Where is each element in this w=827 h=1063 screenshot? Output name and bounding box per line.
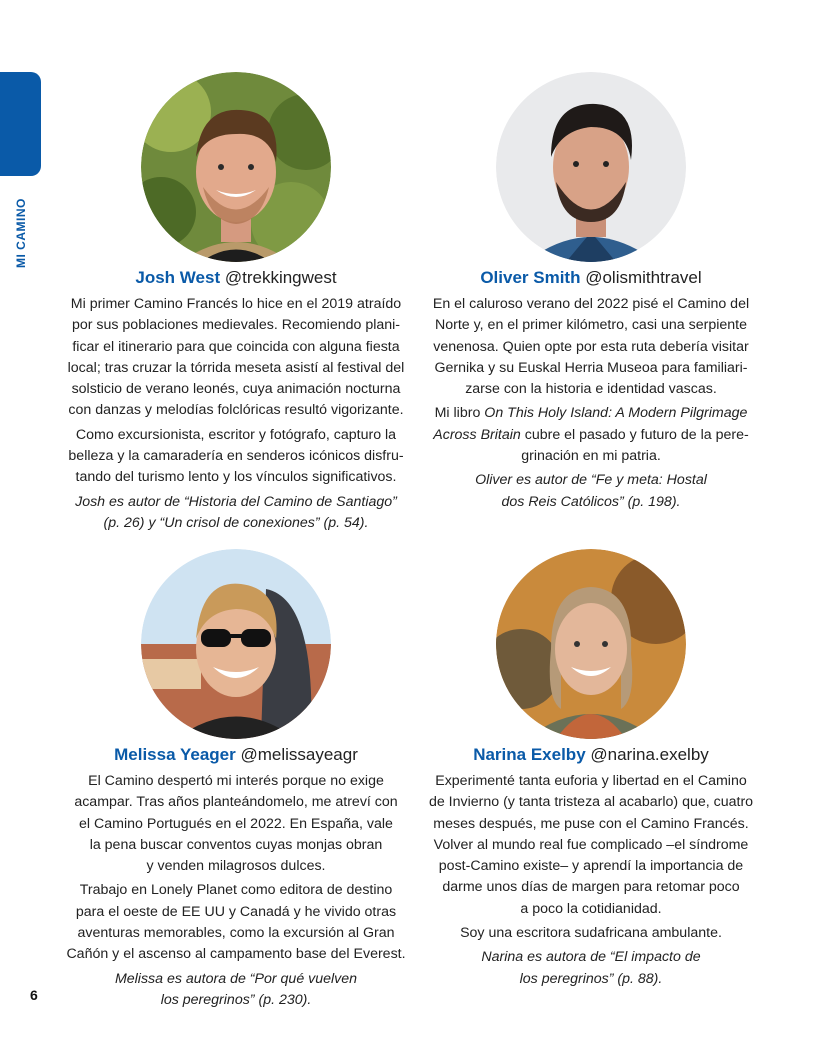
author-credit: Narina es autora de “El impacto de los peregrinos” (p. 88).: [481, 949, 701, 987]
profile-josh-west: [55, 72, 417, 534]
section-tab: [0, 72, 41, 176]
name-line: [55, 268, 417, 288]
bio-paragraph: Como excursionista, escritor y fotógrafo, capturo la belleza y la camaradería en senderos icónicos disfru- tando del turismo lento y los vínculos significativos.: [68, 426, 404, 486]
avatar-photo-narina-exelby: [496, 549, 686, 739]
author-handle: @trekkingwest: [224, 268, 337, 287]
author-name: Oliver Smith: [480, 268, 581, 287]
bio-paragraph: Trabajo en Lonely Planet como editora de destino para el oeste de EE UU y Canadá y he vivido otras aventuras memorables, como la excursión al Gran Cañón y el ascenso al campamento base del Everest.: [66, 882, 406, 963]
bio-paragraph: Experimenté tanta euforia y libertad en el Camino de Invierno (y tanta tristeza al acabarlo) que, cuatro meses después, me puse con el Camino Francés. Volver al mundo real fue complicado –el síndrome post-Camino existe– y aprendí la importancia de darme unos días de margen para retomar poco a poco la cotidianidad.: [428, 773, 754, 917]
author-handle: @melissayeagr: [240, 745, 358, 764]
name-line: [412, 745, 770, 765]
author-handle: @olismithtravel: [585, 268, 702, 287]
section-label: MI CAMINO: [14, 198, 28, 268]
avatar-photo-melissa-yeager: [141, 549, 331, 739]
bio-paragraph: Mi primer Camino Francés lo hice en el 2019 atraído por sus poblaciones medievales. Recomiendo plani- ficar el itinerario para que coincida con alguna fiesta local; tras cruzar la tórrida meseta asistí al festival del solsticio de verano leonés, cuya animación nocturna con danzas y melodías folclóricas resultó vigorizante.: [67, 296, 405, 419]
author-handle: @narina.exelby: [590, 745, 709, 764]
book-title: On This Holy Island: A Modern Pilgrimage: [484, 405, 748, 422]
avatar-photo-josh-west: [141, 72, 331, 262]
book-title: Across Britain: [433, 426, 521, 443]
profile-narina-exelby: [412, 549, 770, 990]
profile-melissa-yeager: [55, 549, 417, 1011]
name-line: [55, 745, 417, 765]
author-credit: Josh es autor de “Historia del Camino de Santiago” (p. 26) y “Un crisol de conexiones” (p. 54).: [75, 493, 397, 531]
profile-oliver-smith: [412, 72, 770, 513]
author-name: Josh West: [135, 268, 221, 287]
author-name: Narina Exelby: [473, 745, 586, 764]
avatar-photo-oliver-smith: [496, 72, 686, 262]
bio-paragraph: En el caluroso verano del 2022 pisé el Camino del Norte y, en el primer kilómetro, casi una serpiente venenosa. Quien opte por esta ruta debería visitar Gernika y su Euskal Herria Museoa para familiari- zarse con la historia e identidad vascas.: [432, 296, 750, 398]
author-credit: Melissa es autora de “Por qué vuelven los peregrinos” (p. 230).: [114, 970, 358, 1008]
bio-paragraph: El Camino despertó mi interés porque no exige acampar. Tras años planteándomelo, me atreví con el Camino Portugués en el 2022. En España, vale la pena buscar conventos cuyas monjas obran y venden milagrosos dulces.: [74, 773, 398, 875]
bio-paragraph: Soy una escritora sudafricana ambulante.: [460, 925, 722, 942]
page-number: 6: [30, 987, 38, 1003]
name-line: [412, 268, 770, 288]
bio-paragraph: Mi libro On This Holy Island: A Modern Pilgrimage Across Britain cubre el pasado y futuro de la pere- grinación en mi patria.: [433, 405, 749, 465]
author-credit: Oliver es autor de “Fe y meta: Hostal dos Reis Católicos” (p. 198).: [475, 472, 707, 510]
author-name: Melissa Yeager: [114, 745, 236, 764]
